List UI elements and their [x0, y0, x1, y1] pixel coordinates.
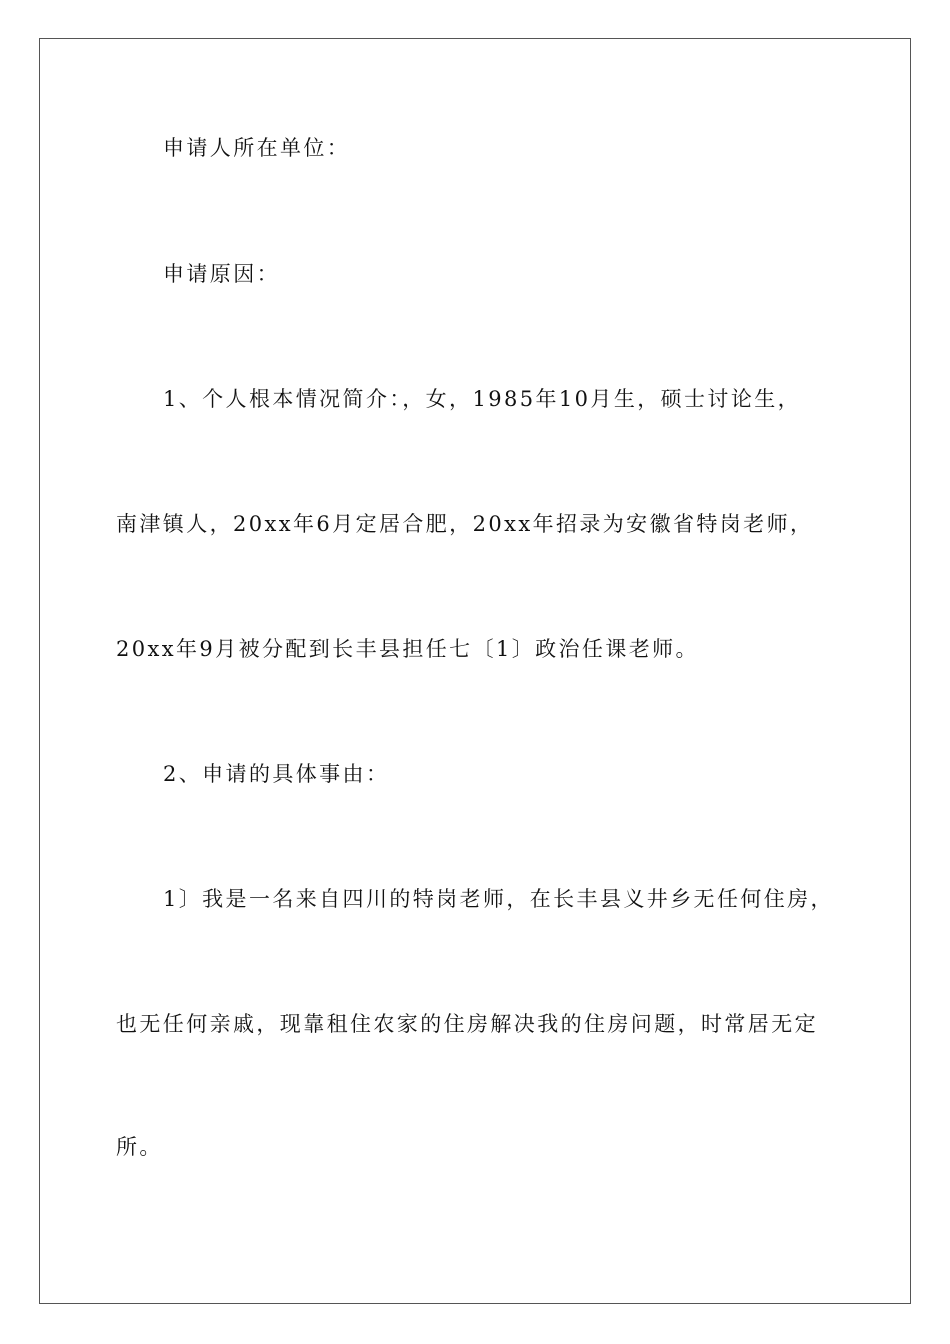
paragraph-1-line-1: 1、个人根本情况简介：，女，1985年10月生，硕士讨论生， — [163, 387, 802, 411]
paragraph-2-line-2: 也无任何亲戚，现靠租住农家的住房解决我的住房问题，时常居无定 — [116, 1012, 818, 1036]
paragraph-2-line-3: 所。 — [116, 1135, 163, 1159]
applicant-unit-label: 申请人所在单位： — [163, 136, 351, 160]
paragraph-2-line-1: 1〕我是一名来自四川的特岗老师，在长丰县义井乡无任何住房， — [163, 887, 834, 911]
application-reason-heading: 申请原因： — [163, 262, 280, 286]
paragraph-1-line-3: 20xx年9月被分配到长丰县担任七〔1〕政治任课老师。 — [116, 637, 699, 661]
page-border — [39, 38, 911, 1304]
paragraph-1-line-2: 南津镇人，20xx年6月定居合肥，20xx年招录为安徽省特岗老师， — [116, 512, 814, 536]
specific-reason-heading: 2、申请的具体事由： — [163, 762, 390, 786]
